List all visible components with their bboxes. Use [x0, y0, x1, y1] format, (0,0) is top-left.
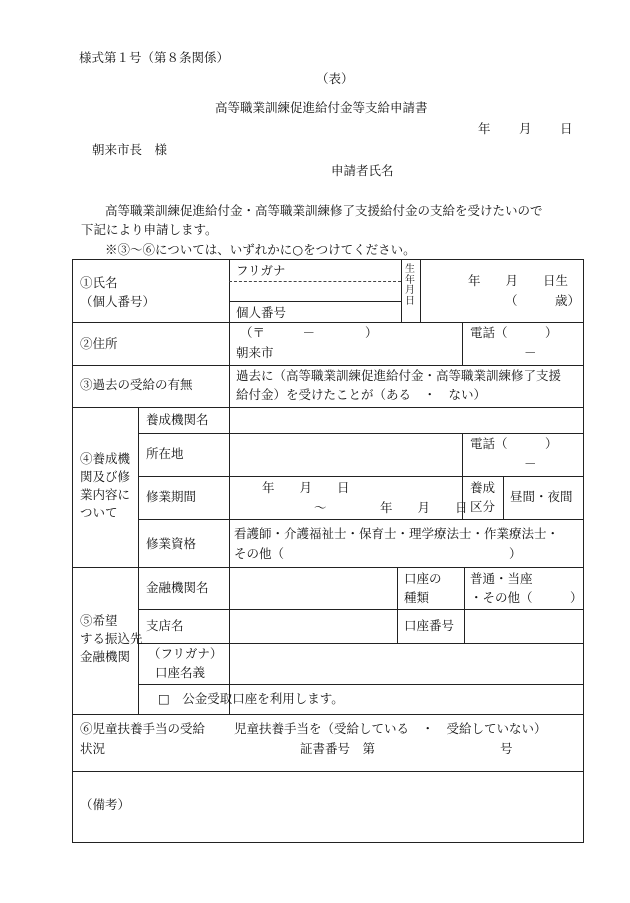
personal-number-field[interactable]: 個人番号 — [236, 305, 287, 320]
intro-note: ※③～⑥については、いずれかに○をつけてください。 — [105, 242, 416, 257]
child-allowance-label-2: 状況 — [80, 741, 106, 756]
training-period-end[interactable]: 年 月 日 — [380, 500, 468, 515]
remarks-field[interactable] — [73, 772, 582, 841]
institution-name-label: 養成機関名 — [146, 412, 209, 427]
birth-date-field[interactable]: 年 月 日生 — [468, 273, 569, 288]
account-number-label: 口座番号 — [404, 618, 455, 633]
past-receipt-label: ③過去の受給の有無 — [80, 377, 193, 392]
address-phone-dash: － — [524, 345, 537, 360]
qualification-label: 修業資格 — [146, 536, 197, 551]
form-side-label: （表） — [316, 71, 354, 86]
training-period-label: 修業期間 — [146, 489, 197, 504]
intro-line-2: 下記により申請します。 — [81, 222, 218, 237]
past-receipt-text-1: 過去に（高等職業訓練促進給付金・高等職業訓練修了支援 — [236, 368, 562, 383]
child-allowance-label-1: ⑥児童扶養手当の受給 — [80, 721, 206, 736]
account-type-choice-2[interactable]: ・その他（ ） — [470, 590, 583, 605]
applicant-name-label: 申請者氏名 — [331, 163, 394, 178]
address-phone-field[interactable]: 電話（ ） — [470, 325, 558, 340]
public-account-checkbox[interactable]: □ 公金受取口座を利用します。 — [158, 691, 344, 706]
form-title: 高等職業訓練促進給付金等支給申請書 — [215, 100, 428, 115]
account-type-label-1: 口座の — [404, 571, 442, 586]
training-period-tilde: ～ — [314, 500, 327, 515]
birth-date-vertical-label: 生 年 月 日 — [405, 264, 415, 307]
name-label: ①氏名 — [80, 275, 118, 290]
account-type-label-2: 種類 — [404, 590, 430, 605]
address-city[interactable]: 朝来市 — [236, 345, 274, 360]
addressee: 朝来市長 様 — [92, 142, 168, 157]
certificate-number-suffix: 号 — [500, 741, 513, 756]
account-holder-furigana-label: （フリガナ） — [148, 646, 223, 661]
training-institution-section-label: ④養成機 関及び修 業内容に ついて — [80, 451, 131, 521]
qualification-choice-2[interactable]: その他（ ） — [234, 546, 522, 561]
date-month[interactable]: 月 — [519, 121, 532, 136]
age-field[interactable]: （ 歳） — [505, 293, 581, 308]
training-period-start[interactable]: 年 月 日 — [262, 480, 350, 495]
training-division-label-2: 区分 — [470, 499, 496, 514]
remarks-label: （備考） — [80, 797, 131, 812]
institution-location-label: 所在地 — [146, 446, 184, 461]
date-year[interactable]: 年 — [478, 121, 491, 136]
postal-code-field[interactable]: （〒 － ） — [240, 325, 378, 340]
personal-number-label: （個人番号） — [80, 294, 156, 309]
qualification-choice-1[interactable]: 看護師・介護福祉士・保育士・理学療法士・作業療法士・ — [234, 526, 560, 541]
furigana-field[interactable]: フリガナ — [236, 263, 286, 278]
training-division-label-1: 養成 — [470, 480, 496, 495]
child-allowance-choice[interactable]: 児童扶養手当を（受給している ・ 受給していない） — [234, 721, 547, 736]
institution-phone-field[interactable]: 電話（ ） — [470, 436, 558, 451]
form-number: 様式第１号（第８条関係） — [79, 50, 230, 65]
account-holder-label: 口座名義 — [155, 665, 206, 680]
bank-name-label: 金融機関名 — [146, 580, 209, 595]
account-type-choice-1[interactable]: 普通・当座 — [470, 571, 533, 586]
bank-section-label: ⑤希望 する振込先 金融機関 — [80, 613, 143, 665]
branch-name-label: 支店名 — [146, 618, 184, 633]
past-receipt-choice[interactable]: 給付金）を受けたことが（ある ・ ない） — [236, 387, 487, 402]
address-label: ②住所 — [80, 336, 118, 351]
training-division-choice[interactable]: 昼間・夜間 — [510, 489, 573, 504]
institution-phone-dash: － — [524, 456, 537, 471]
certificate-number-label: 証書番号 第 — [300, 741, 376, 756]
date-day[interactable]: 日 — [560, 121, 573, 136]
intro-line-1: 高等職業訓練促進給付金・高等職業訓練修了支援給付金の支給を受けたいので — [105, 203, 543, 218]
